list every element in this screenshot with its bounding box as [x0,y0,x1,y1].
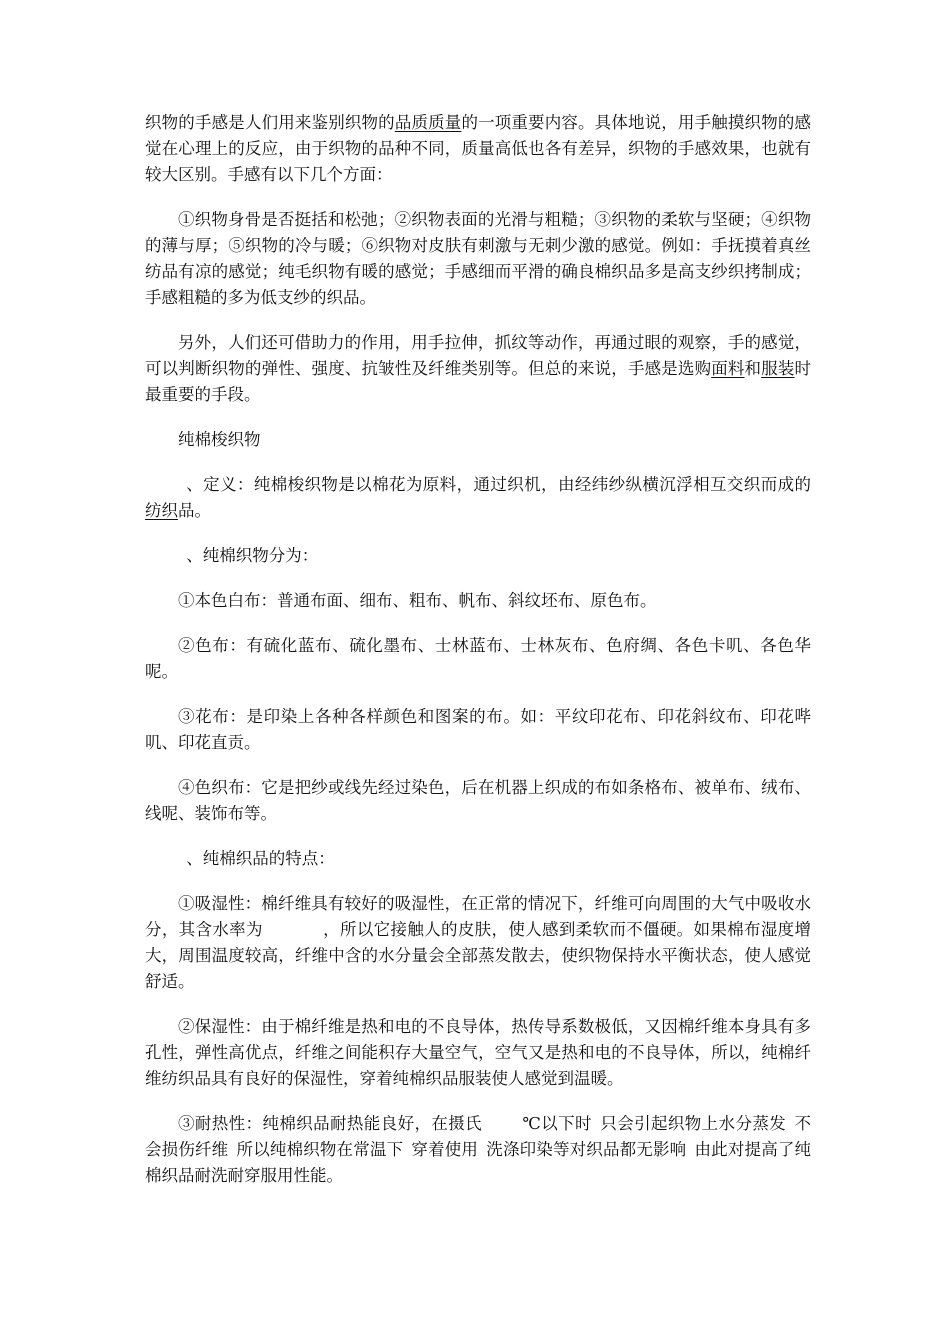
feature-item-warmth-retention: ②保湿性：由于棉纤维是热和电的不良导体，热传导系数极低，又因棉纤维本身具有多孔性，弹性高优点，纤维之间能积存大量空气，空气又是热和电的不良导体，所以，纯棉纤维纺织品具有良好的保湿性，穿着纯棉织品服装使人感觉到温暖。 [145,1017,811,1088]
text-run: 织物的手感是人们用来鉴别织物的 [145,113,395,132]
link-quality[interactable]: 品质质量 [394,113,462,132]
text-run: 的一项重要内容。具体地说，用手触摸织物的感觉在心理上的反应，由于织物的品种不同，质量高低也各有差异，织物的手感效果，也就有较大区别。手感有以下几个方面： [145,113,812,184]
paragraph-definition [145,472,811,524]
paragraph-hand-feel-intro [145,110,811,188]
text-run: 不会损伤纤维 [145,1114,812,1159]
paragraph-hand-feel-aspects: ①织物身骨是否挺括和松弛；②织物表面的光滑与粗糙；③织物的柔软与坚硬；④织物的薄与厚；⑤织物的冷与暖；⑥织物对皮肤有刺激与无刺少激的感觉。例如：手抚摸着真丝纺品有凉的感觉；纯毛织物有暖的感觉；手感细而平滑的确良棉织品多是高支纱织拷制成；手感粗糙的多为低支纱的织品。 [145,210,811,307]
document-page [145,110,811,1208]
text-run: 时最重要的手段。 [145,359,812,404]
section-heading-cotton-woven: 纯棉梭织物 [178,430,261,449]
category-item-yarn-dyed-cloth: ④色织布：它是把纱或线先经过染色，后在机器上织成的布如条格布、被单布、绒布、线呢、装饰布等。 [145,778,811,823]
category-item-grey-cloth: ①本色白布：普通布面、细布、粗布、帆布、斜纹坯布、原色布。 [178,591,657,610]
link-fabric[interactable]: 面料 [711,359,745,378]
text-run: 所以纯棉织物在常温下 [236,1140,404,1159]
text-run: ℃以下时 [522,1114,592,1133]
text-run: 由此对提高了纯棉织品耐洗耐穿服用性能。 [145,1140,812,1185]
text-run: 和 [744,359,762,378]
text-run: ，所以它接触人的皮肤，使人感到柔软而不僵硬。如果棉布湿度增大，周围温度较高，纤维中含的水分量会全部蒸发散去，使织物保持水平衡状态，使人感觉舒适。 [145,920,812,991]
subheading-features: 、纯棉织品的特点： [186,849,335,868]
link-clothing[interactable]: 服装 [761,359,795,378]
text-run: 、定义：纯棉梭织物是以棉花为原料，通过织机，由经纬纱纵横沉浮相互交织而成的 [186,475,811,494]
text-run: ①吸湿性：棉纤维具有较好的吸湿性，在正常的情况下，纤维可向周围的大气中吸收水分，其含水率为 [145,894,811,939]
text-run: 穿着使用 [411,1140,479,1159]
text-run: ③耐热性：纯棉织品耐热能良好，在摄氏 [178,1114,483,1133]
subheading-categories: 、纯棉织物分为： [186,546,319,565]
paragraph-hand-feel-other [145,330,811,408]
text-run: 洗涤印染等对织品都无影响 [486,1140,687,1159]
feature-item-moisture-absorption [145,891,811,995]
link-textile[interactable]: 纺织 [145,501,178,520]
text-run: 只会引起织物上水分蒸发 [599,1114,787,1133]
category-item-dyed-cloth: ②色布：有硫化蓝布、硫化墨布、士林蓝布、士林灰布、色府绸、各色卡叽、各色华呢。 [145,636,811,681]
category-item-printed-cloth: ③花布：是印染上各种各样颜色和图案的布。如：平纹印花布、印花斜纹布、印花哔叽、印花直贡。 [145,707,811,752]
text-run: 品。 [178,501,211,520]
feature-item-heat-resistance [145,1111,811,1189]
text-run: 另外，人们还可借助力的作用，用手拉伸，抓纹等动作，再通过眼的观察，手的感觉，可以判断织物的弹性、强度、抗皱性及纤维类别等。但总的来说，手感是选购 [145,333,811,378]
